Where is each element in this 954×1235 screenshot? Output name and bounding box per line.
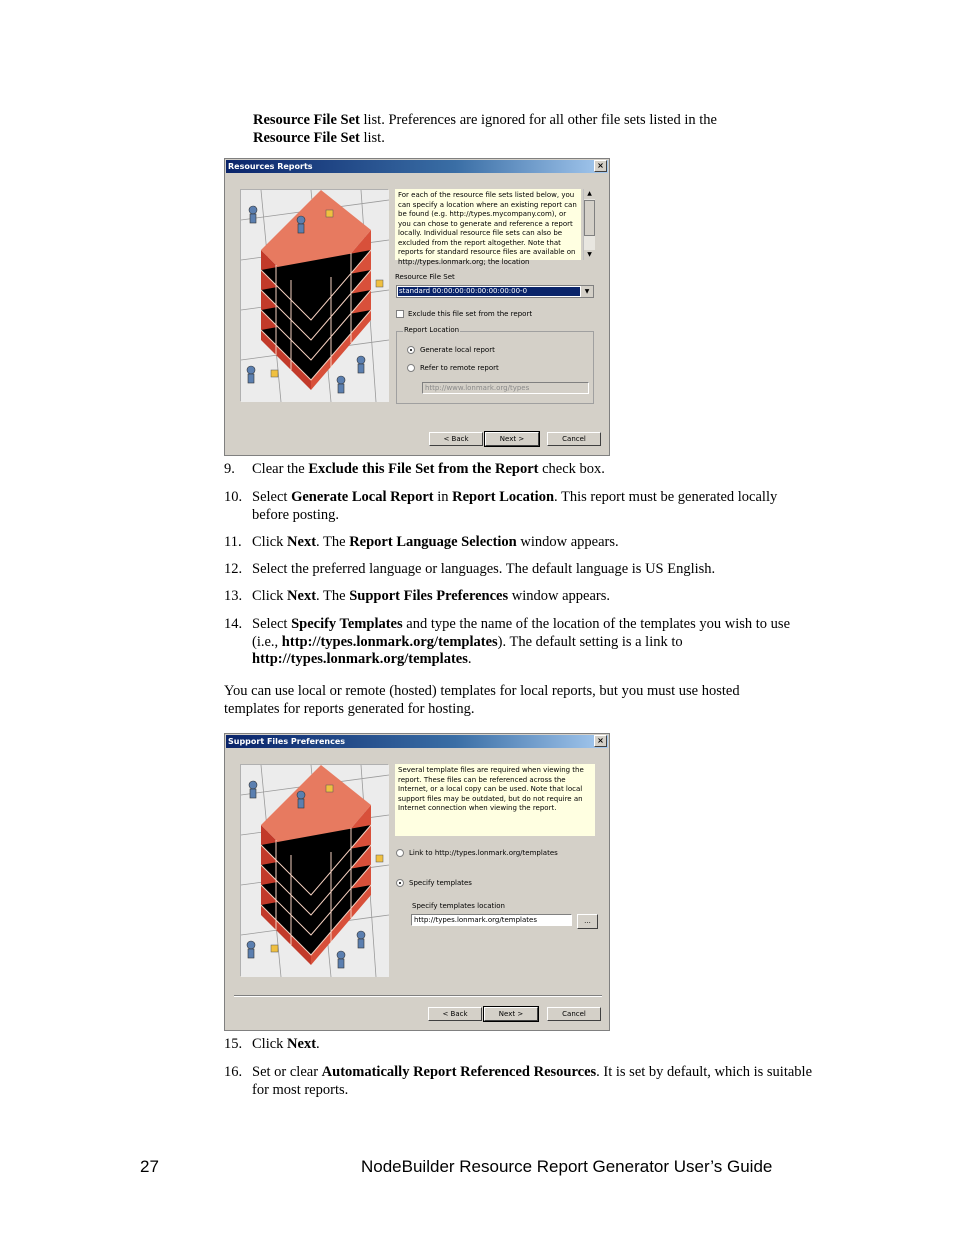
step-text: [252, 489, 782, 524]
text-run: . This report must be generated locally before posting.: [252, 489, 778, 523]
resources-info-text: For each of the resource file sets listed below, you can specify a location where an existing report can be found (e.g. http://types.mycompany.com), or you can chose to generate and reference a report locally. Individual resource file sets can also be excluded from the report altogether. Note that reports for standard resource files are available on http://types.lonmark.org; the location: [395, 189, 581, 260]
specify-templates-label: Specify templates: [409, 879, 472, 887]
text-run: . It is set by default, which is suitable for most reports.: [252, 1064, 813, 1098]
link-templates-label: Link to http://types.lonmark.org/templates: [409, 849, 558, 857]
exclude-file-set-label: Exclude this file set from the report: [408, 310, 533, 318]
support-files-dialog: [224, 733, 610, 1031]
guide-title: NodeBuilder Resource Report Generator User’s Guide: [361, 1157, 773, 1176]
text-run: Click: [252, 534, 288, 550]
button-separator: [234, 995, 602, 997]
step-number: 16.: [224, 1064, 243, 1080]
wizard-illustration: [240, 764, 388, 976]
text-run: . The: [316, 588, 350, 604]
step-number: 10.: [224, 489, 243, 505]
remote-url-field[interactable]: http://www.lonmark.org/types: [422, 382, 589, 394]
scroll-thumb[interactable]: [584, 200, 595, 236]
link-templates-radio[interactable]: [396, 849, 404, 857]
resource-file-set-label: Resource File Set: [395, 273, 455, 281]
scroll-down-arrow-icon[interactable]: ▼: [584, 250, 595, 260]
bold-term: Next: [287, 588, 317, 604]
templates-location-label: Specify templates location: [412, 902, 505, 910]
step-number: 12.: [224, 561, 243, 577]
generate-local-radio[interactable]: [407, 346, 415, 354]
cancel-button[interactable]: Cancel: [547, 432, 601, 446]
text-run: Select: [252, 489, 292, 505]
support-files-info-text: Several template files are required when viewing the report. These files can be referenced across the Internet, or a local copy can be used. Note that local support files may be outdated, but do not require an Internet connection when viewing the report.: [395, 764, 595, 836]
text-run: Clear the: [252, 461, 309, 477]
next-button[interactable]: Next >: [485, 432, 539, 446]
scroll-up-arrow-icon[interactable]: ▲: [584, 189, 595, 199]
refer-remote-radio[interactable]: [407, 364, 415, 372]
text-run: window appears.: [508, 588, 611, 604]
close-icon[interactable]: ×: [594, 735, 607, 747]
page-number: 27: [140, 1157, 159, 1176]
bold-term: Specify Templates: [291, 616, 403, 632]
step-number: 14.: [224, 616, 243, 632]
step-text: [252, 461, 812, 479]
refer-remote-label: Refer to remote report: [420, 364, 499, 372]
text-run: . The: [316, 534, 350, 550]
step-number: 11.: [224, 534, 242, 550]
resources-reports-dialog: [224, 158, 610, 456]
brick-wall-artwork: [241, 190, 389, 402]
text-run: Click: [252, 1036, 288, 1052]
resource-file-set-value: standard 00:00:00:00:00:00:00:00-0: [398, 287, 580, 296]
templates-location-input[interactable]: http://types.lonmark.org/templates: [411, 914, 572, 926]
step-text: [252, 534, 812, 552]
intro-line-2: [253, 130, 813, 148]
bold-term: Next: [287, 1036, 317, 1052]
step-text: [252, 1036, 812, 1054]
text-run: window appears.: [516, 534, 619, 550]
bold-term: http://types.lonmark.org/templates: [281, 633, 498, 650]
back-button[interactable]: < Back: [428, 1007, 482, 1021]
specify-templates-radio[interactable]: [396, 879, 404, 887]
bold-term: Report Location: [452, 489, 555, 505]
step-text: [252, 616, 814, 669]
intro-bold-1: Resource File Set: [253, 112, 360, 128]
hosting-note: You can use local or remote (hosted) templates for local reports, but you must use hosted templates for reports generated for hosting.: [224, 683, 740, 717]
next-button[interactable]: Next >: [484, 1007, 538, 1021]
bold-term: http://types.lonmark.org/templates: [252, 651, 468, 667]
text-run: ). The default setting is a link to: [497, 633, 683, 650]
resource-file-set-select[interactable]: [396, 285, 594, 298]
text-run: Click: [252, 588, 288, 604]
bold-term: Next: [287, 534, 317, 550]
info-scrollbar[interactable]: [583, 189, 595, 260]
text-run: and type the name of the location of the templates you wish to use (i.e.,: [252, 616, 791, 650]
bold-term: Report Language Selection: [349, 534, 517, 550]
report-location-label: Report Location: [404, 326, 460, 334]
dialog-title: Resources Reports: [228, 162, 313, 171]
wizard-illustration: [240, 189, 388, 401]
bold-term: Generate Local Report: [291, 489, 434, 505]
intro-bold-2: Resource File Set: [253, 129, 360, 146]
chevron-down-icon[interactable]: ▼: [581, 286, 593, 297]
step-text: [252, 588, 812, 606]
text-run: .: [467, 651, 472, 667]
intro-text-2: list.: [359, 129, 385, 146]
text-run: Select: [252, 616, 292, 632]
bold-term: Support Files Preferences: [349, 588, 509, 604]
close-icon[interactable]: ×: [594, 160, 607, 172]
step-number: 9.: [224, 461, 235, 477]
step-text: [252, 1064, 812, 1099]
text-run: in: [433, 489, 453, 505]
intro-line-1: [253, 112, 813, 130]
browse-button[interactable]: ...: [577, 914, 598, 929]
intro-text-1: list. Preferences are ignored for all other file sets listed in the: [359, 112, 717, 128]
bold-term: Exclude this File Set from the Report: [308, 461, 539, 477]
dialog-title: Support Files Preferences: [228, 737, 346, 746]
back-button[interactable]: < Back: [429, 432, 483, 446]
intro-paragraph: [253, 112, 813, 147]
cancel-button[interactable]: Cancel: [547, 1007, 601, 1021]
text-run: .: [316, 1036, 320, 1052]
text-run: Select the preferred language or languages. The default language is US English.: [252, 561, 716, 577]
generate-local-label: Generate local report: [420, 346, 495, 354]
bold-term: Automatically Report Referenced Resources: [321, 1064, 597, 1080]
dialog-title-bar: [226, 735, 608, 748]
text-run: Set or clear: [252, 1064, 322, 1080]
step-text: [252, 561, 812, 579]
step-number: 13.: [224, 588, 243, 604]
text-run: check box.: [538, 461, 605, 477]
brick-wall-artwork: [241, 765, 389, 977]
step-number: 15.: [224, 1036, 243, 1052]
exclude-file-set-checkbox[interactable]: [396, 310, 404, 318]
dialog-title-bar: [226, 160, 608, 173]
